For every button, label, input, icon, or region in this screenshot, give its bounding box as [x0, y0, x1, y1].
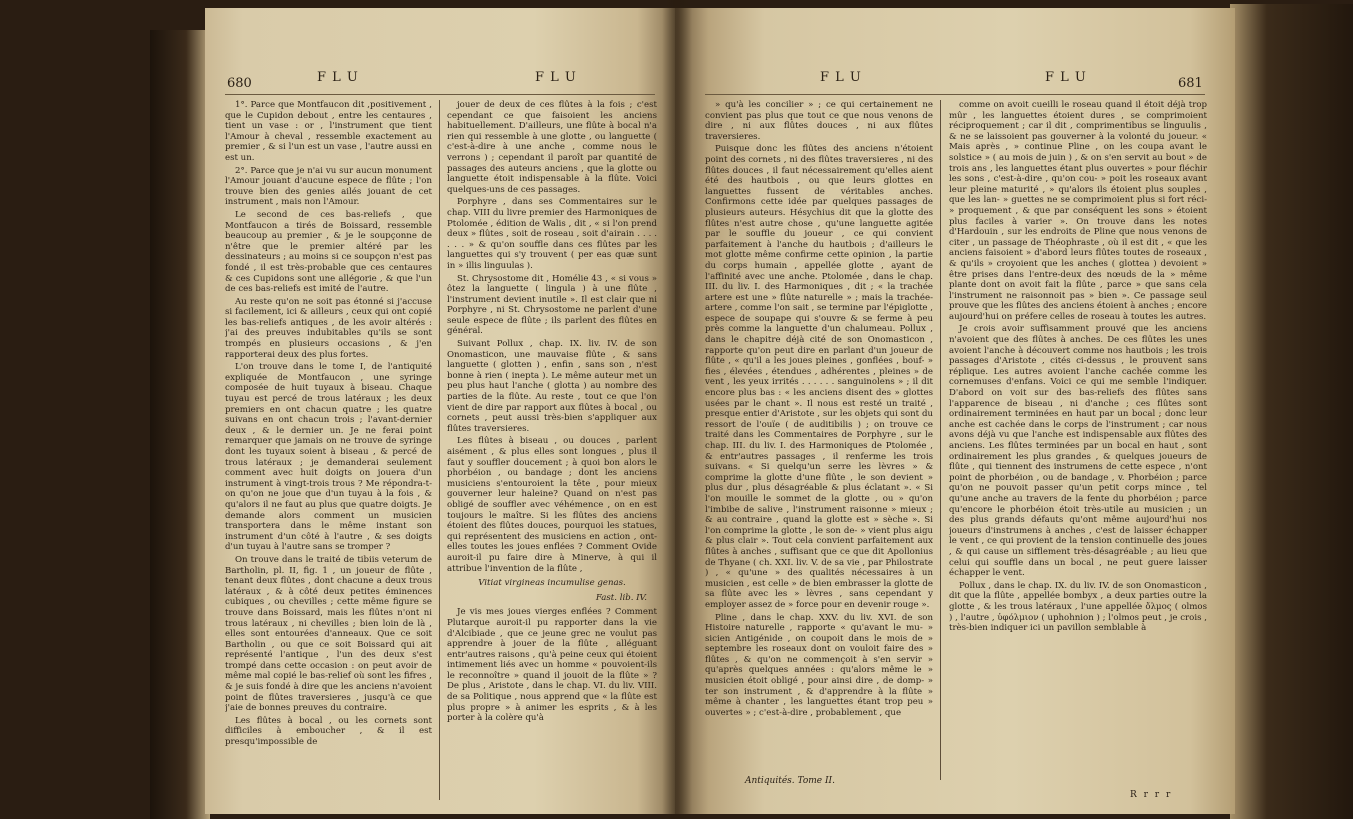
book-gutter: [662, 0, 692, 819]
paragraph: Je crois avoir suffisamment prouvé que les anciens n'avoient que des flûtes à anches. De ces flûtes les unes avoient l'anche à découvert comme nos hautbois ; les trois passages d'Aristote , cités ci-dessus , le prouvent sans réplique. Les autres avoient l'anche cachée comme les cornemuses d'enfans. Voici ce qui me semble l'indiquer. D'abord on voit sur des bas-reliefs des flûtes sans l'apparence de biseau , ni d'anche ; ces flûtes sont ordinairement terminées en haut par un bocal ; donc leur anche est cachée dans le corps de l'instrument ; car nous avons déjà vu que l'anche est indispensable aux flûtes des anciens. Les flûtes terminées par un bocal en haut , sont ordinairement les plus grandes , & quelques joueurs de flûte , qui tiennent des instrumens de cette espece , n'ont point de phorbéion , ou de bandage , v. Phorbéion ; parce qu'on ne pouvoit passer qu'un petit corps mince , tel qu'une anche au travers de la fente du phorbéion ; parce qu'encore le phorbéion étoit très-utile au musicien ; un des plus grands défauts qu'ont même aujourd'hui nos joueurs d'instrumens à anches , c'est de laisser échapper le vent , ce qui provient de la tension continuelle des joues , & qui cause un sifflement très-désagréable ; au lieu que celui qui souffle dans un bocal , ne peut guere laisser échapper le vent.: [949, 324, 1207, 579]
paragraph: On trouve dans le traité de tibiis veterum de Bartholin, pl. II, fig. 1 , un joueur de flûte , tenant deux flûtes , dont chacune a deux trous latéraux , & à côté deux petites éminences cubiques , ou chevilles ; cette même figure se trouve dans Boissard, mais les flûtes n'ont ni trous latéraux , ni chevilles ; bien loin de là , elles sont entourées d'anneaux. Que ce soit Bartholin , ou que ce soit Boissard qui ait représenté l'antique , l'un des deux s'est trompé dans cette occasion : on peut avoir de même mal copié le bas-relief où sont les fifres , & je suis fondé à dire que les anciens n'avoient point de flûtes traversieres , jusqu'à ce que j'aie de bonnes preuves du contraire.: [225, 554, 432, 714]
running-header-left-1: F L U: [317, 70, 359, 85]
header-rule-right: [705, 94, 1205, 95]
paragraph: Fast. lib. IV.: [595, 592, 647, 603]
paragraph: Les flûtes à bocal , ou les cornets sont difficiles à emboucher , & il est presqu'impossible de: [225, 715, 432, 748]
right-page: [675, 8, 1235, 814]
column-divider-left: [439, 100, 440, 800]
right-page-column-2: [949, 100, 1207, 788]
paragraph: Au reste qu'on ne soit pas étonné si j'accuse si facilement, ici & ailleurs , ceux qui ont copié les bas-reliefs antiques , de les avoir altérés : j'ai des preuves indubitables qu'ils se sont trompés en plusieurs occasions , & j'en rapporterai deux des plus fortes.: [225, 296, 432, 360]
signature-mark: R r r r: [1130, 790, 1173, 800]
paragraph: Porphyre , dans ses Commentaires sur le chap. VIII du livre premier des Harmoniques de Ptolomée , édition de Walis , dit , « si l'on prend deux » flûtes , soit de roseau , soit d'airain . . . . . . . » & qu'on souffle dans ces flûtes par les languettes qui s'y trouvent ( per eas quæ sunt in » illis linguulas ).: [447, 197, 657, 271]
header-rule-left: [225, 94, 655, 95]
paragraph: Pline , dans le chap. XXV. du liv. XVI. de son Histoire naturelle , rapporte « qu'avant le mu- » sicien Antigénide , on coupoit dans le mois de » septembre les roseaux dont on vouloit faire des » flûtes , & qu'on ne commençoit à s'en servir » qu'après quelques années : qu'alors même le » musicien étoit obligé , pour ainsi dire , de domp- » ter son instrument , & d'apprendre à la flûte » même à chanter , les languettes étant trop peu » ouvertes » ; c'est-à-dire , probablement , que: [705, 612, 933, 718]
footer-volume-title: Antiquités. Tome II.: [745, 776, 835, 786]
paragraph: Pollux , dans le chap. IX. du liv. IV. de son Onomasticon , dit que la flûte , appellée bombyx , a deux parties outre la glotte , & les trous latéraux , l'une appellée ὄλμος ( olmos ) , l'autre , ὑφόλμιον ( uphohnion ) ; l'olmos peut , je crois , très-bien indiquer ici un pavillon semblable à: [949, 580, 1207, 634]
paragraph: Vitiat virgineas incumulise genas.: [478, 578, 626, 589]
book-left-edge: [150, 30, 210, 819]
book-right-edge: [1230, 4, 1353, 819]
left-page-column-2: [447, 100, 657, 800]
paragraph: jouer de deux de ces flûtes à la fois ; c'est cependant ce que faisoient les anciens habituellement. D'ailleurs, une flûte à bocal n'a rien qui ressemble à une glotte , ou languette ( c'est-à-dire à une anche , comme nous le verrons ) ; cependant il paroît par quantité de passages des auteurs anciens , que la glotte ou languette étoit indispensable à la flûte. Voici quelques-uns de ces passages.: [447, 100, 657, 195]
running-header-right-1: F L U: [820, 70, 862, 85]
paragraph: L'on trouve dans le tome I, de l'antiquité expliquée de Montfaucon , une syringe composée de huit tuyaux à biseau. Chaque tuyau est percé de trous latéraux ; les deux premiers en ont chacun quatre ; les quatre suivans en ont chacun trois ; l'avant-dernier deux , & le dernier un. Je ne ferai point remarquer que jamais on ne trouve de syringe dont les tuyaux soient à biseau , & percé de trous latéraux ; je demanderai seulement comment avec huit doigts on jouera d'un instrument à vingt-trois trous ? Me répondra-t-on qu'on ne joue que d'un tuyau à la fois , & qu'alors il ne faut au plus que quatre doigts. Je demande alors comment un musicien transportera dans le même instant son instrument d'un côté à l'autre , & ses doigts d'un tuyau à l'autre sans se tromper ?: [225, 362, 432, 553]
paragraph: comme on avoit cueilli le roseau quand il étoit déjà trop mûr , les languettes étoient dures , se comprimoient réciproquement ; car il dit , comprimentibus se linguulis , & ne se laissoient pas gouverner à la volonté du joueur. « Mais après , » continue Pline , on les coupa avant le solstice » ( au mois de juin ) , & on s'en servit au bout » de trois ans , les languettes étant plus ouvertes » pour fléchir les sons , c'est-à-dire , qu'on cou- » poit les roseaux avant leur pleine maturité , » qu'alors ils étoient plus souples , que les lan- » guettes ne se comprimoient plus si fort réci- » proquement , & que par conséquent les sons » étoient plus faciles à varier ». On trouve dans les notes d'Hardouin , sur les endroits de Pline que nous venons de citer , un passage de Théophraste , où il est dit , « que les anciens faisoient » d'abord leurs flûtes toutes de roseaux , & qu'ils » croyoient que les anches ( glottea ) devoient » être prises dans l'entre-deux des nœuds de la » même plante dont on avoit fait la flûte , parce » que sans cela l'instrument ne raisonnoit pas » bien ». Ce passage seul prouve que les flûtes des anciens étoient à anches ; encore aujourd'hui on préfere celles de roseau à toutes les autres.: [949, 100, 1207, 322]
page-number-left: 680: [227, 76, 252, 91]
left-page-column-1: [225, 100, 432, 800]
paragraph: St. Chrysostome dit , Homélie 43 , « si vous » ôtez la languette ( lingula ) à une flûte , l'instrument devient inutile ». Il est clair que ni Porphyre , ni St. Chrysostome ne parlent d'une seule espece de flûte ; ils parlent des flûtes en général.: [447, 273, 657, 337]
paragraph: Puisque donc les flûtes des anciens n'étoient point des cornets , ni des flûtes traversieres , ni des flûtes douces , il faut nécessairement qu'elles aient été des hautbois , ou que leurs glottes en languettes fussent de véritables anches. Confirmons cette idée par quelques passages de plusieurs auteurs. Hésychius dit que la glotte des flûtes n'est autre chose , qu'une languette agitée par le souffle du joueur , ce qui convient parfaitement à l'anche du hautbois ; d'ailleurs le mot glotte même confirme cette opinion , la partie du corps humain , appellée glotte , ayant de l'affinité avec une anche. Ptolomée , dans le chap. III. du liv. I. des Harmoniques , dit ; « la trachée artere est une » flûte naturelle » ; mais la trachée-artere , comme l'on sait , se termine par l'épiglotte , espece de soupape qui s'ouvre & se ferme à peu près comme la languette d'un chalumeau. Pollux , dans le chapitre déjà cité de son Onomasticon , rapporte qu'on peut dire en parlant d'un joueur de flûte , « qu'il a les joues pleines , gonflées , bouf- » fies , élevées , étendues , adhérentes , pleines » de vent , les yeux irrités . . . . . . sanguinolens » ; il dit encore plus bas : « les anciens disent des » glottes usées par le chant ». Il nous est resté un traité , presque entier d'Aristote , sur les objets qui sont du ressort de l'ouïe ( de auditibilis ) ; on trouve ce traité dans les Commentaires de Porphyre , sur le chap. III. du liv. I. des Harmoniques de Ptolomée , & entr'autres passages , il renferme les trois suivans. « Si quelqu'un serre les lèvres » & comprime la glotte d'une flûte , le son devient » plus dur , plus désagréable & plus éclatant ». « Si l'on mouille le sommet de la glotte , ou » qu'on l'imbibe de salive , l'instrument raisonne » mieux ; & au contraire , quand la glotte est » sèche ». Si l'on comprime la glotte , le son de- » vient plus aigu & plus clair ». Tout cela convient parfaitement aux flûtes à anches , suffisant que ce que dit Apollonius de Thyane ( ch. XXI. liv. V. de sa vie , par Philostrate ) , « qu'une » des qualités nécessaires à un musicien , est celle » de bien embrasser la glotte de sa flûte avec les » lèvres , sans cependant y employer assez de » force pour en devenir rouge ».: [705, 144, 933, 610]
paragraph: Je vis mes joues vierges enflées ? Comment Plutarque auroit-il pu rapporter dans la vie d'Alcibiade , que ce jeune grec ne voulut pas apprendre à jouer de la flûte , alléguant entr'autres raisons , qu'à peine ceux qui étoient intimement liés avec un homme « pouvoient-ils le reconnoître » quand il jouoit de la flûte » ? De plus , Aristote , dans le chap. VI. du liv. VIII. de sa Politique , nous apprend que « la flûte est plus propre » à animer les esprits , & à les porter à la colère qu'à: [447, 607, 657, 724]
page-number-right: 681: [1178, 76, 1203, 91]
left-page: [205, 8, 675, 814]
column-divider-right: [940, 100, 941, 780]
paragraph: 1°. Parce que Montfaucon dit ,positivement , que le Cupidon debout , entre les centaures , tient un vase : or , l'instrument que tient l'Amour à cheval , ressemble exactement au premier , & si l'un est un vase , l'autre aussi en est un.: [225, 100, 432, 163]
paragraph: Suivant Pollux , chap. IX. liv. IV. de son Onomasticon, une mauvaise flûte , & sans languette ( glotten ) , enfin , sans son , n'est bonne à rien ( inepta ). Le même auteur met un peu plus haut l'anche ( glotta ) au nombre des parties de la flûte. Au reste , tout ce que l'on vient de dire par rapport aux flûtes à bocal , ou cornets , peut aussi très-bien s'appliquer aux flûtes traversieres.: [447, 339, 657, 434]
paragraph: Les flûtes à biseau , ou douces , parlent aisément , & plus elles sont longues , plus il faut y souffler doucement ; à quoi bon alors le phorbéion , ou bandage ; dont les anciens musiciens s'entouroient la tête , pour mieux gouverner leur haleine? Quand on n'est pas obligé de souffler avec véhémence , on en est toujours le maître. Si les flûtes des anciens étoient des flûtes douces, pourquoi les statues, qui représentent des musiciens en action , ont-elles toutes les joues enflées ? Comment Ovide auroit-il pu faire dire à Minerve, à qui il attribue l'invention de la flûte ,: [447, 436, 657, 574]
paragraph: » qu'à les concilier » ; ce qui certainement ne convient pas plus que tout ce que nous venons de dire , ni aux flûtes douces , ni aux flûtes traversieres.: [705, 100, 933, 142]
right-page-column-1: [705, 100, 933, 772]
running-header-right-2: F L U: [1045, 70, 1087, 85]
paragraph: 2°. Parce que je n'ai vu sur aucun monument l'Amour jouant d'aucune espece de flûte ; l'on trouve bien des genies ailés jouant de cet instrument , mais non l'Amour.: [225, 165, 432, 208]
paragraph: Le second de ces bas-reliefs , que Montfaucon a tirés de Boissard, ressemble beaucoup au premier , & je le soupçonne de n'être que le premier altéré par les dessinateurs ; au moins si ce soupçon n'est pas fondé , il est très-probable que ces centaures & ces Cupidons sont une allégorie , & que l'un de ces bas-reliefs est imité de l'autre.: [225, 209, 432, 295]
running-header-left-2: F L U: [535, 70, 577, 85]
